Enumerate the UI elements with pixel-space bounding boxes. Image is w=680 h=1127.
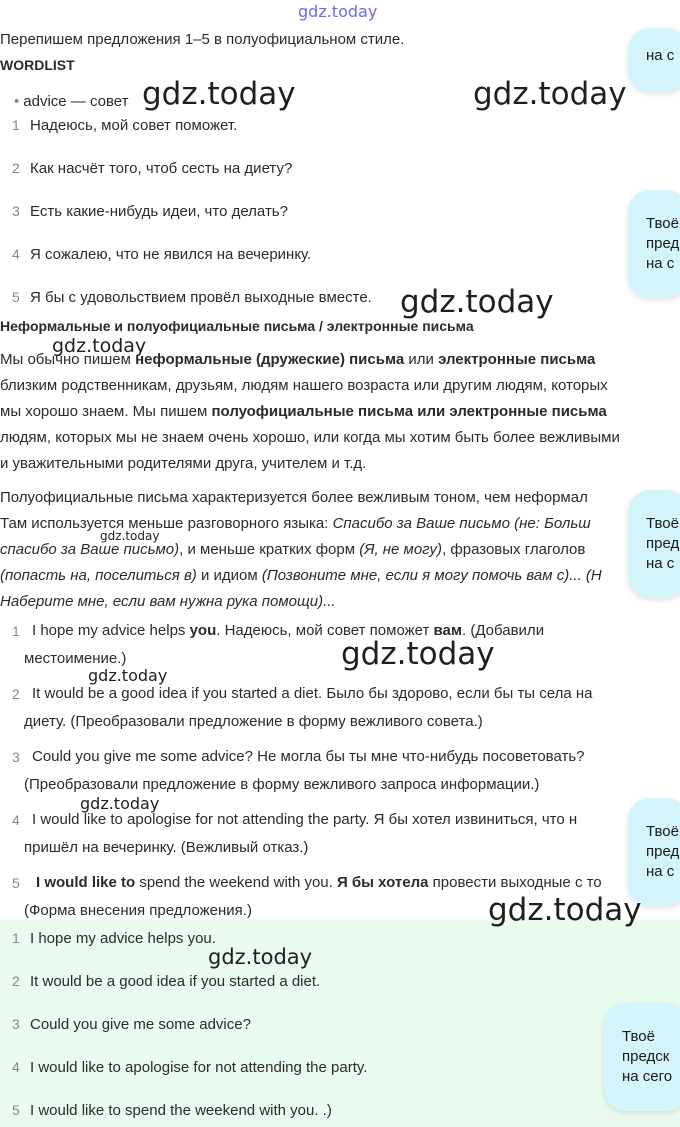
answer-line: пришёл на вечеринку. (Вежливый отказ.): [24, 839, 309, 856]
bullet-icon: •: [14, 93, 20, 110]
answer-number: 3: [12, 749, 20, 765]
answer-line: I would like to spend the weekend with you. Я бы хотела провести выходные с то: [36, 874, 602, 891]
paragraph-line: спасибо за Ваше письмо), и меньше кратких форм (Я, не могу), фразовых глаголов: [0, 541, 586, 558]
final-answer: 1 I hope my advice helps you.: [12, 930, 216, 947]
prediction-chip[interactable]: Твоё предск на сего: [604, 1003, 680, 1111]
final-answer: 2 It would be a good idea if you started a diet.: [12, 973, 321, 990]
paragraph-line: Полуофициальные письма характеризуется более вежливым тоном, чем неформал: [0, 489, 588, 506]
wordlist-item: • advice — совет: [14, 93, 129, 110]
paragraph-line: мы хорошо знаем. Мы пишем полуофициальные письма или электронные письма: [0, 403, 607, 420]
paragraph-line: Там используется меньше разговорного языка: Спасибо за Ваше письмо (не: Больш: [0, 515, 591, 532]
prediction-chip[interactable]: Твоё пред на с: [628, 798, 680, 906]
answer-number: 4: [12, 812, 20, 828]
task-sentence: 4 Я сожалею, что не явился на вечеринку.: [12, 246, 312, 263]
watermark: gdz.today: [488, 892, 642, 928]
prediction-chip[interactable]: Твоё пред на с: [628, 490, 680, 598]
paragraph-line: и уважительными родителями друга, учителем и т.д.: [0, 455, 367, 472]
answer-line: (Форма внесения предложения.): [24, 902, 252, 919]
answer-line: I would like to apologise for not attending the party. Я бы хотел извиниться, что н: [32, 811, 578, 828]
watermark: gdz.today: [298, 2, 378, 21]
prediction-chip[interactable]: Твоё пред на с: [628, 190, 680, 298]
answer-number: 1: [12, 623, 20, 639]
paragraph-line: людям, которых мы не знаем очень хорошо, или когда мы хотим быть более вежливыми: [0, 429, 620, 446]
final-answer: 4 I would like to apologise for not attending the party.: [12, 1059, 368, 1076]
watermark: gdz.today: [88, 666, 168, 685]
prediction-chip[interactable]: на с: [628, 28, 680, 92]
task-sentence: 5 Я бы с удовольствием провёл выходные вместе.: [12, 289, 372, 306]
task-sentence: 3 Есть какие-нибудь идеи, что делать?: [12, 203, 288, 220]
answer-line: I hope my advice helps you. Надеюсь, мой совет поможет вам. (Добавили: [32, 622, 545, 639]
answer-number: 5: [12, 875, 20, 891]
answer-line: диету. (Преобразовали предложение в форму вежливого совета.): [24, 713, 483, 730]
task-sentence: 2 Как насчёт того, чтоб сесть на диету?: [12, 160, 293, 177]
watermark: gdz.today: [142, 76, 296, 112]
watermark: gdz.today: [473, 76, 627, 112]
task-sentence: 1 Надеюсь, мой совет поможет.: [12, 117, 238, 134]
watermark: gdz.today: [100, 529, 160, 543]
watermark: gdz.today: [400, 284, 554, 320]
watermark: gdz.today: [52, 335, 147, 357]
intro-text: Перепишем предложения 1–5 в полуофициальном стиле.: [0, 31, 405, 48]
answer-line: Could you give me some advice? Не могла бы ты мне что-нибудь посоветовать?: [32, 748, 585, 765]
section-heading: Неформальные и полуофициальные письма / электронные письма: [0, 318, 474, 334]
final-answer: 3 Could you give me some advice?: [12, 1016, 251, 1033]
paragraph-line: Наберите мне, если вам нужна рука помощи)...: [0, 593, 336, 610]
answer-number: 2: [12, 686, 20, 702]
watermark: gdz.today: [80, 794, 160, 813]
paragraph-line: (попасть на, поселиться в) и идиом (Позвоните мне, если я могу помочь вам с)... (Н: [0, 567, 602, 584]
wordlist-title: WORDLIST: [0, 57, 75, 73]
watermark: gdz.today: [341, 636, 495, 672]
paragraph-line: близким родственникам, друзьям, людям нашего возраста или другим людям, которых: [0, 377, 608, 394]
paragraph-line: Мы обычно пишем неформальные (дружеские) письма или электронные письма: [0, 351, 596, 368]
answer-line: местоимение.): [24, 650, 127, 667]
answer-line: It would be a good idea if you started a diet. Было бы здорово, если бы ты села на: [32, 685, 593, 702]
answer-line: (Преобразовали предложение в форму вежливого запроса информации.): [24, 776, 540, 793]
final-answer: 5 I would like to spend the weekend with you. .): [12, 1102, 332, 1119]
watermark: gdz.today: [208, 945, 313, 969]
